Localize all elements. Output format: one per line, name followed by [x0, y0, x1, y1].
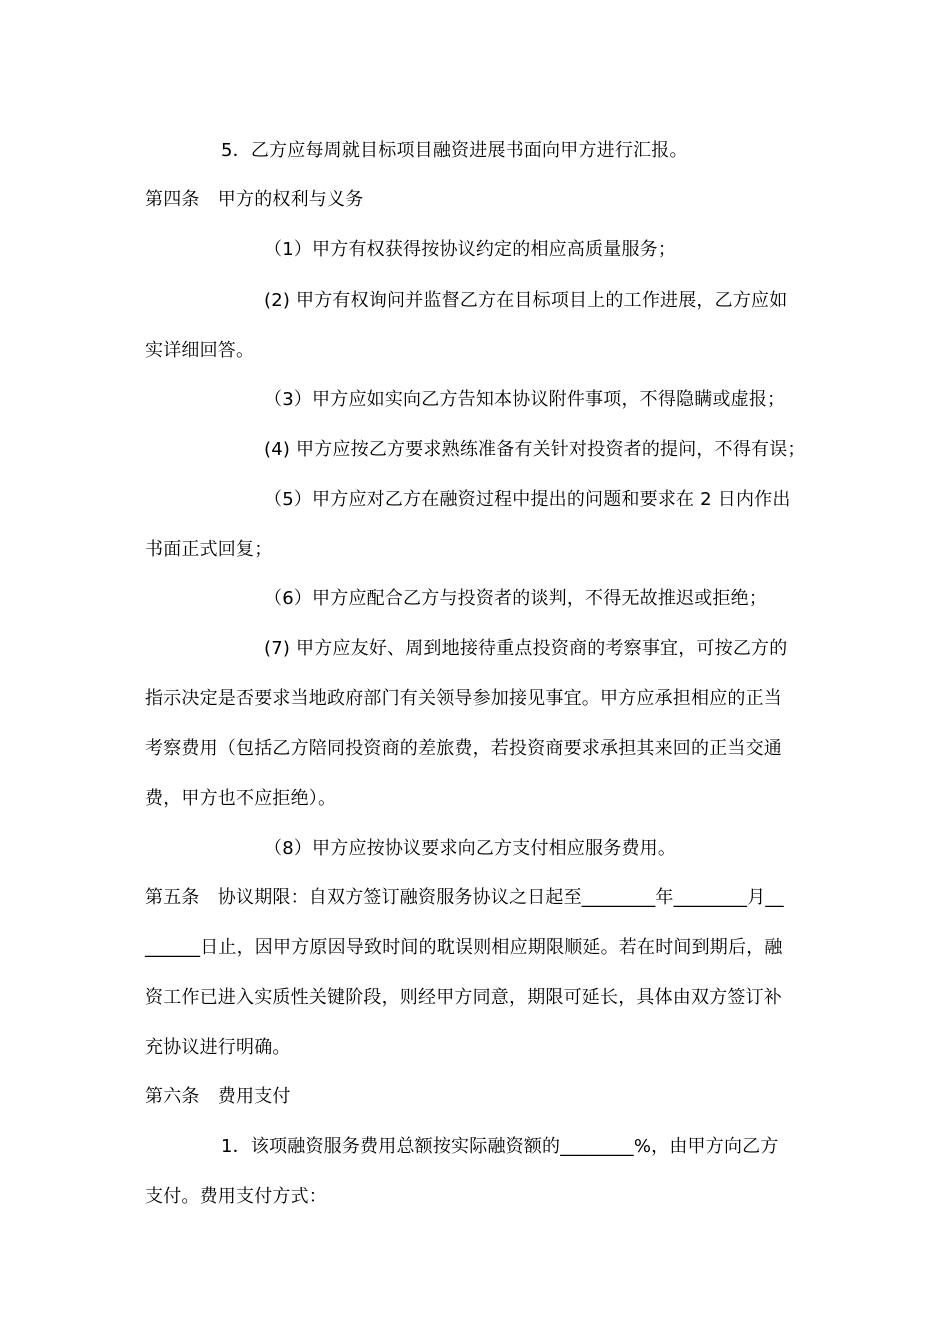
clause-3-item-5: 5．乙方应每周就目标项目融资进展书面向甲方进行汇报。: [221, 140, 688, 161]
article-5-cont2: 资工作已进入实质性关键阶段，则经甲方同意，期限可延长，具体由双方签订补: [145, 987, 782, 1008]
article-6-item-1: 1．该项融资服务费用总额按实际融资额的________%，由甲方向乙方: [221, 1136, 779, 1157]
article-4-item-3: （3）甲方应如实向乙方告知本协议附件事项，不得隐瞒或虚报；: [264, 389, 786, 410]
article-4-item-8: （8）甲方应按协议要求向乙方支付相应服务费用。: [264, 838, 677, 859]
article-6-item-1-cont: 支付。费用支付方式：: [145, 1186, 327, 1207]
article-5-heading: 第五条 协议期限：自双方签订融资服务协议之日起至________年________月__: [145, 887, 784, 908]
article-4-item-1: （1）甲方有权获得按协议约定的相应高质量服务；: [264, 239, 677, 260]
article-4-item-5-cont: 书面正式回复；: [145, 539, 273, 560]
article-4-item-4: (4) 甲方应按乙方要求熟练准备有关针对投资者的提问，不得有误；: [264, 439, 806, 460]
article-4-item-7-cont1: 指示决定是否要求当地政府部门有关领导参加接见事宜。甲方应承担相应的正当: [145, 688, 782, 709]
article-6-heading: 第六条 费用支付: [145, 1086, 291, 1107]
article-4-item-2: (2) 甲方有权询问并监督乙方在目标项目上的工作进展，乙方应如: [264, 290, 788, 311]
article-4-item-7-cont2: 考察费用（包括乙方陪同投资商的差旅费，若投资商要求承担其来回的正当交通: [145, 738, 782, 759]
article-4-item-6: （6）甲方应配合乙方与投资者的谈判，不得无故推迟或拒绝；: [264, 588, 768, 609]
article-4-item-5: （5）甲方应对乙方在融资过程中提出的问题和要求在 2 日内作出: [264, 489, 791, 510]
article-5-cont1: ______日止，因甲方原因导致时间的耽误则相应期限顺延。若在时间到期后，融: [145, 937, 783, 958]
article-5-cont3: 充协议进行明确。: [145, 1037, 291, 1058]
article-4-item-2-cont: 实详细回答。: [145, 340, 255, 361]
article-4-heading: 第四条 甲方的权利与义务: [145, 189, 364, 210]
article-4-item-7-cont3: 费，甲方也不应拒绝）。: [145, 788, 337, 809]
article-4-item-7: (7) 甲方应友好、周到地接待重点投资商的考察事宜，可按乙方的: [264, 638, 788, 659]
